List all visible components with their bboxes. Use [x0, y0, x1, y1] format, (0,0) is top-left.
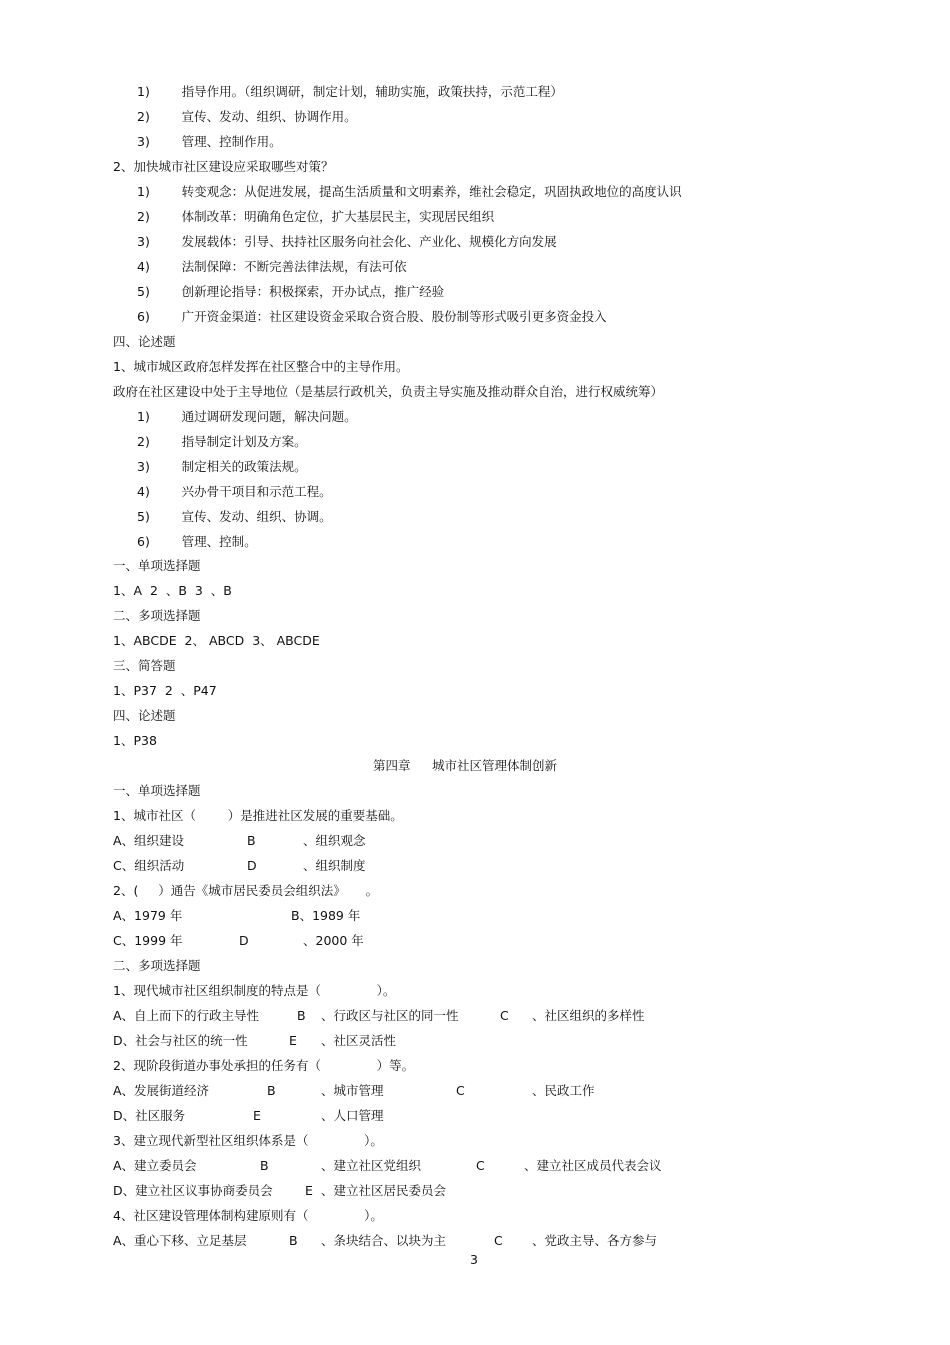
option-c-letter: C	[500, 1008, 509, 1023]
option-d: D、社会与社区的统一性	[113, 1033, 248, 1048]
option-b-text: 、城市管理	[321, 1083, 384, 1098]
option-c-text: 、民政工作	[532, 1083, 595, 1098]
list-item: 3) 管理、控制作用。	[137, 134, 282, 149]
list-item: 1) 转变观念：从促进发展，提高生活质量和文明素养，维社会稳定，巩固执政地位的高度认识	[137, 184, 682, 199]
option-d-text: 、2000 年	[303, 933, 364, 948]
chapter-title: 城市社区管理体制创新	[432, 758, 558, 773]
list-item: 4) 法制保障：不断完善法律法规，有法可依	[137, 259, 407, 274]
section-heading: 一、单项选择题	[113, 558, 201, 573]
section-heading: 三、简答题	[113, 658, 176, 673]
option-c-text: 、社区组织的多样性	[532, 1008, 645, 1023]
option-e-letter: E	[289, 1033, 297, 1048]
list-item: 6) 管理、控制。	[137, 534, 257, 549]
answer-line: 1、P37 2 、P47	[113, 683, 217, 698]
list-item: 5) 创新理论指导：积极探索，开办试点，推广经验	[137, 284, 445, 299]
option-e-letter: E	[253, 1108, 261, 1123]
list-item: 5) 宣传、发动、组织、协调。	[137, 509, 332, 524]
option-b-text: 、组织观念	[303, 833, 366, 848]
option-b-letter: B	[260, 1158, 269, 1173]
option-a: A、组织建设	[113, 833, 185, 848]
option-d-letter: D	[239, 933, 249, 948]
list-item: 1) 通过调研发现问题，解决问题。	[137, 409, 357, 424]
section-heading: 一、单项选择题	[113, 783, 201, 798]
option-e-text: 、建立社区居民委员会	[321, 1183, 447, 1198]
option-b-letter: B	[247, 833, 256, 848]
question-heading: 1、城市城区政府怎样发挥在社区整合中的主导作用。	[113, 359, 409, 374]
question-heading: 2、加快城市社区建设应采取哪些对策？	[113, 159, 334, 174]
list-item: 4) 兴办骨干项目和示范工程。	[137, 484, 332, 499]
question-text: 4、社区建设管理体制构建原则有（ ）。	[113, 1208, 383, 1223]
option-a: A、1979 年	[113, 908, 183, 923]
option-d: D、社区服务	[113, 1108, 186, 1123]
option-b-letter: B	[289, 1233, 298, 1248]
option-d-text: 、组织制度	[303, 858, 366, 873]
option-e-text: 、社区灵活性	[321, 1033, 397, 1048]
option-b-text: 、行政区与社区的同一性	[321, 1008, 459, 1023]
section-heading: 四、论述题	[113, 708, 176, 723]
option-a: A、发展街道经济	[113, 1083, 210, 1098]
list-item: 2) 体制改革：明确角色定位，扩大基层民主，实现居民组织	[137, 209, 495, 224]
list-item: 6) 广开资金渠道：社区建设资金采取合资合股、股份制等形式吸引更多资金投入	[137, 309, 607, 324]
list-item: 3) 发展载体：引导、扶持社区服务向社会化、产业化、规模化方向发展	[137, 234, 557, 249]
option-c-text: 、建立社区成员代表会议	[524, 1158, 662, 1173]
option-b-letter: B	[297, 1008, 306, 1023]
list-item: 1) 指导作用。（组织调研，制定计划，辅助实施，政策扶持，示范工程）	[137, 84, 563, 99]
option-b-text: 、建立社区党组织	[321, 1158, 422, 1173]
question-text: 1、城市社区（ ）是推进社区发展的重要基础。	[113, 808, 403, 823]
option-c: C、1999 年	[113, 933, 183, 948]
list-item: 3) 制定相关的政策法规。	[137, 459, 307, 474]
option-c-letter: C	[494, 1233, 503, 1248]
question-text: 1、现代城市社区组织制度的特点是（ ）。	[113, 983, 396, 998]
option-c-letter: C	[476, 1158, 485, 1173]
page-number: 3	[470, 1252, 478, 1267]
question-text: 3、建立现代新型社区组织体系是（ ）。	[113, 1133, 383, 1148]
option-d-letter: D	[247, 858, 257, 873]
question-text: 2、( ）通告《城市居民委员会组织法》 。	[113, 883, 379, 898]
option-a: A、建立委员会	[113, 1158, 197, 1173]
question-text: 2、现阶段街道办事处承担的任务有（ ）等。	[113, 1058, 415, 1073]
list-item: 2) 指导制定计划及方案。	[137, 434, 307, 449]
answer-line: 1、P38	[113, 733, 157, 748]
option-c-letter: C	[456, 1083, 465, 1098]
section-heading: 二、多项选择题	[113, 958, 201, 973]
option-a: A、自上而下的行政主导性	[113, 1008, 260, 1023]
option-e-letter: E	[305, 1183, 313, 1198]
option-a: A、重心下移、立足基层	[113, 1233, 247, 1248]
option-c: C、组织活动	[113, 858, 185, 873]
chapter-number: 第四章	[373, 758, 411, 773]
section-heading: 四、论述题	[113, 334, 176, 349]
answer-line: 1、A 2 、B 3 、B	[113, 583, 232, 598]
option-d: D、建立社区议事协商委员会	[113, 1183, 273, 1198]
option-c-text: 、党政主导、各方参与	[532, 1233, 658, 1248]
list-item: 2) 宣传、发动、组织、协调作用。	[137, 109, 357, 124]
option-e-text: 、人口管理	[321, 1108, 384, 1123]
option-b-text: 、条块结合、以块为主	[321, 1233, 447, 1248]
section-heading: 二、多项选择题	[113, 608, 201, 623]
option-b: B、1989 年	[291, 908, 361, 923]
option-b-letter: B	[267, 1083, 276, 1098]
answer-line: 1、ABCDE 2、 ABCD 3、 ABCDE	[113, 633, 320, 648]
paragraph: 政府在社区建设中处于主导地位（是基层行政机关，负责主导实施及推动群众自治，进行权威统筹）	[113, 384, 664, 399]
